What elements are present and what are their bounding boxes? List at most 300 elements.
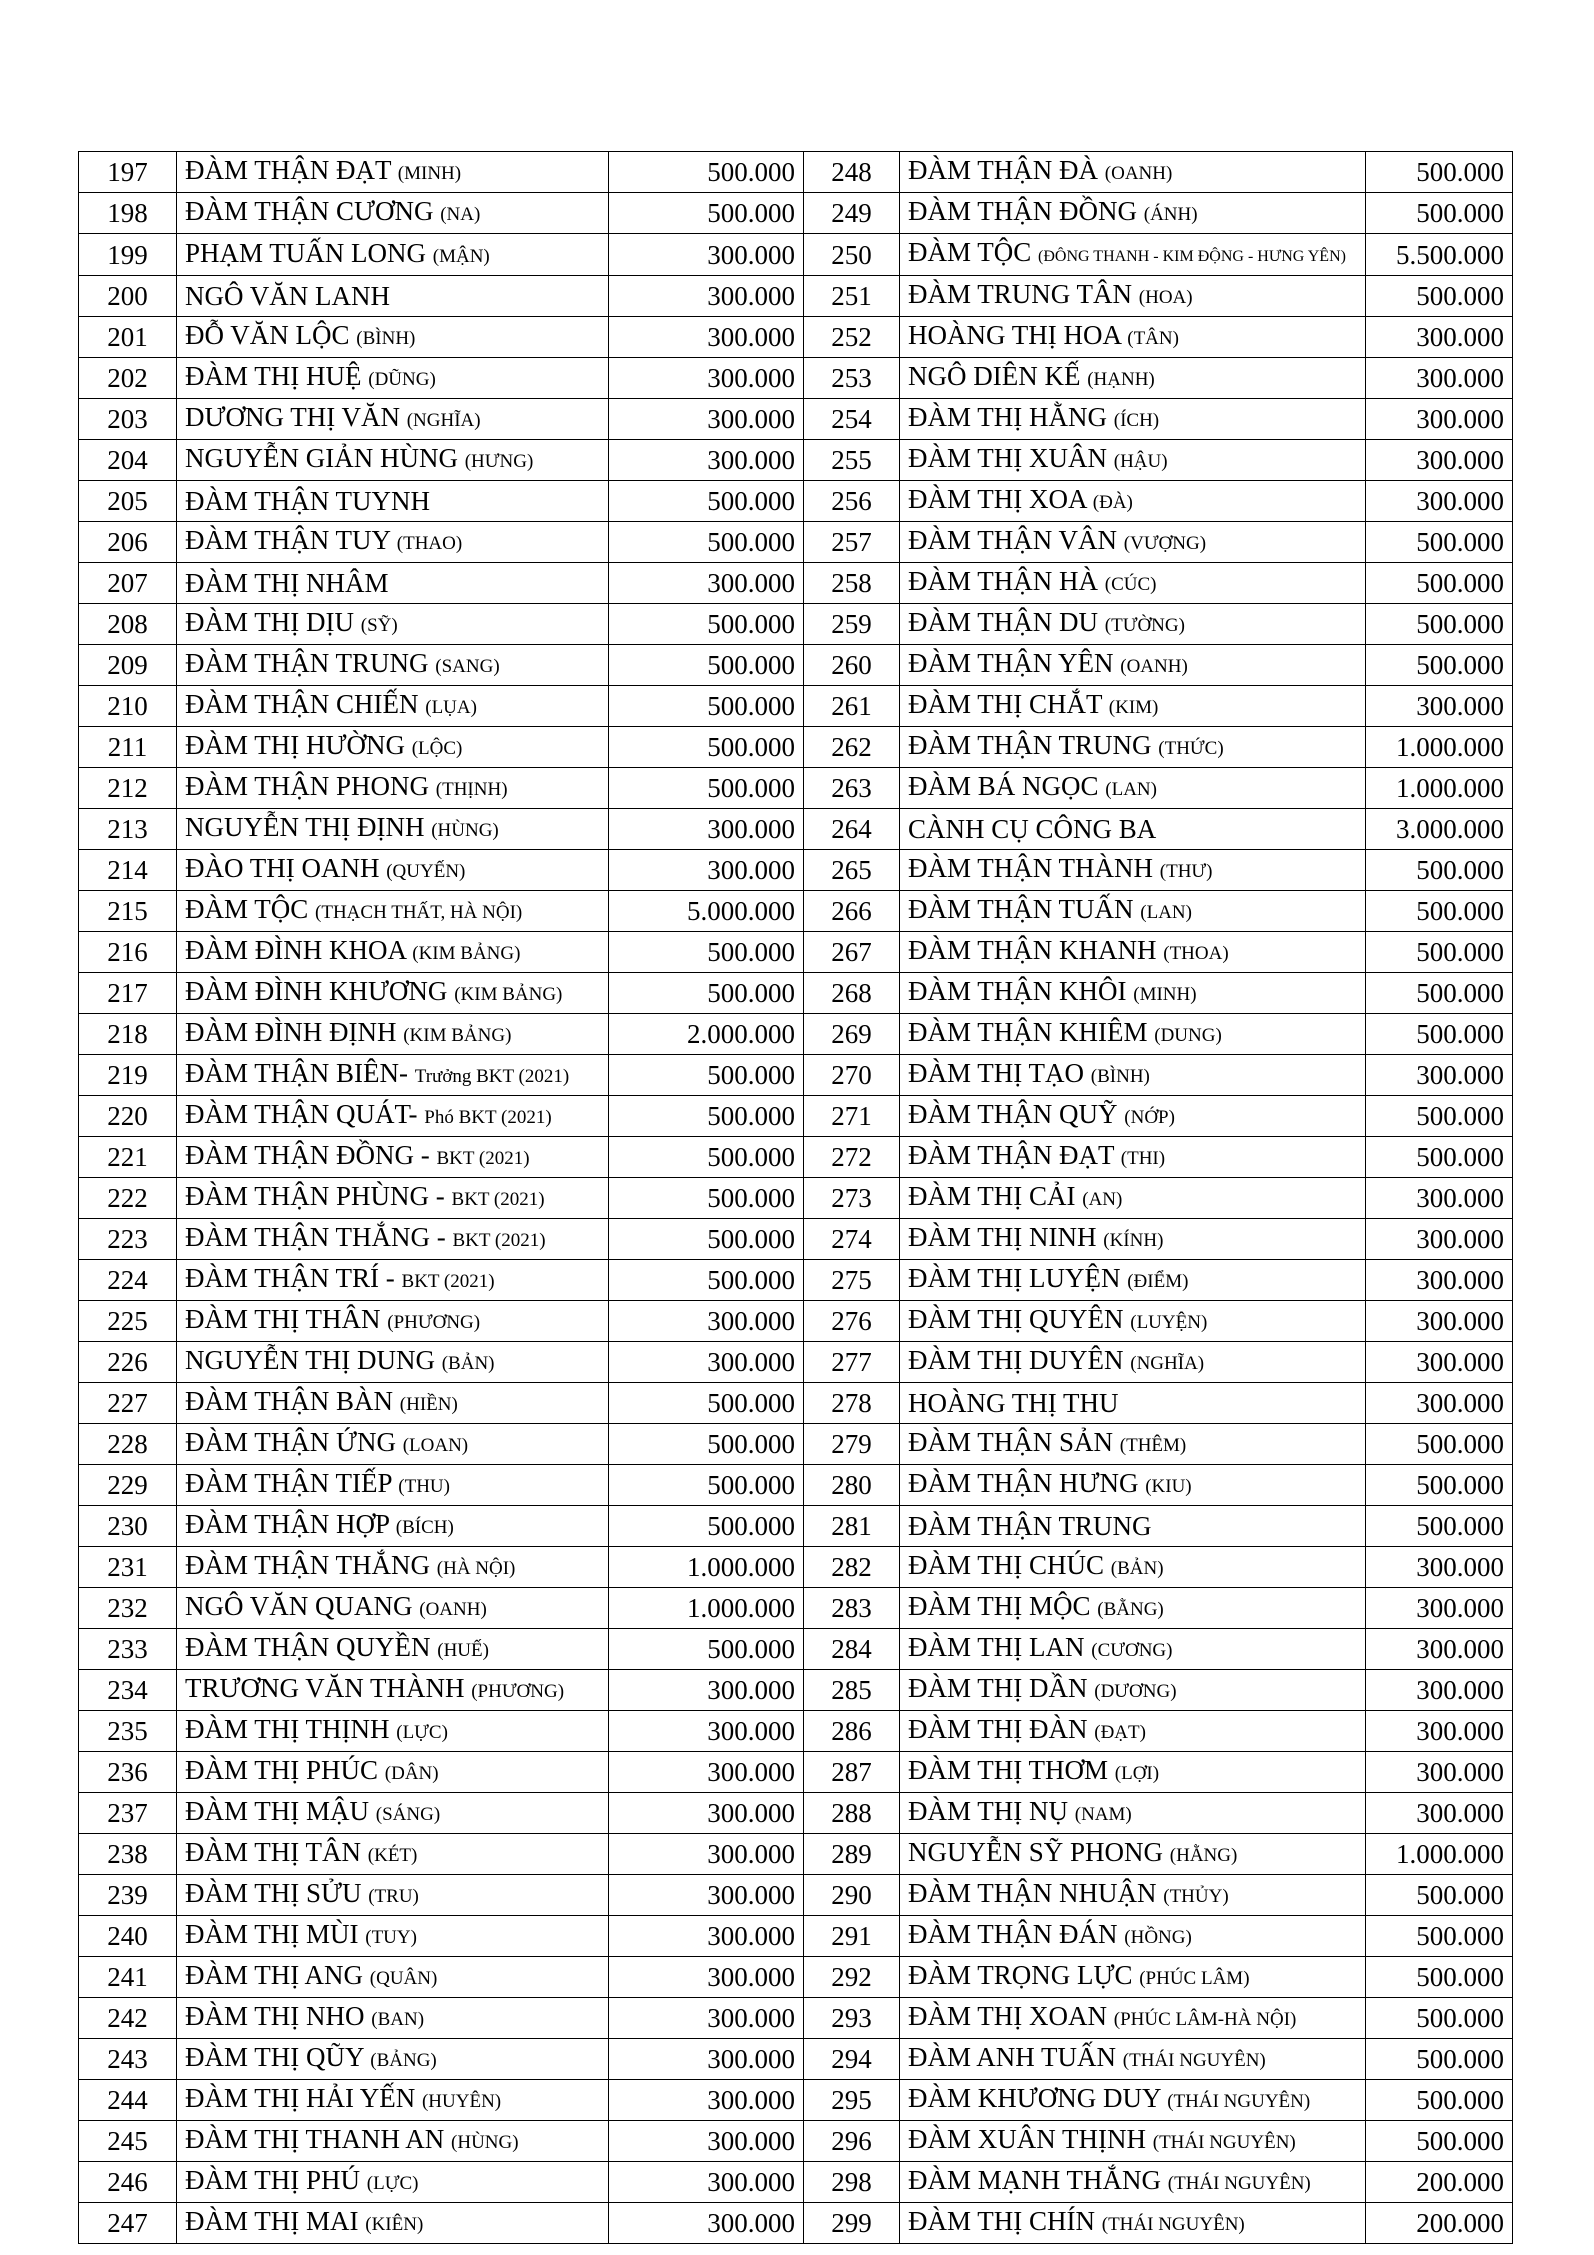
donor-name-text: ĐÀM THẬN TUY — [185, 525, 391, 555]
donation-amount-text: 500.000 — [707, 1101, 795, 1131]
entry-number — [79, 2080, 177, 2121]
donation-amount-text: 300.000 — [707, 2003, 795, 2033]
entry-number-text: 251 — [831, 281, 872, 311]
donor-name-text: ĐÀM THẬN ỨNG — [185, 1427, 396, 1457]
donor-name-text: ĐÀM TỘC — [185, 894, 309, 924]
donor-name — [900, 1178, 1366, 1219]
donor-note: (ÍCH) — [1113, 410, 1160, 431]
donation-amount — [1366, 2121, 1513, 2162]
table-row — [79, 522, 1513, 563]
table-row — [79, 2080, 1513, 2121]
donor-note: (KÍNH) — [1103, 1230, 1164, 1251]
donor-name-text: ĐÀM THẬN ĐỒNG — [908, 196, 1137, 226]
donation-amount-text: 300.000 — [707, 814, 795, 844]
donation-amount-text: 500.000 — [707, 198, 795, 228]
donor-note: (PHÚC LÂM) — [1139, 1968, 1250, 1989]
donor-name — [177, 727, 609, 768]
entry-number-text: 208 — [107, 609, 148, 639]
table-row — [79, 1014, 1513, 1055]
donor-note: (HẬU) — [1113, 451, 1168, 472]
donor-note: BKT (2021) — [436, 1148, 530, 1169]
donor-note: (ĐÀ) — [1092, 492, 1133, 513]
entry-number — [804, 973, 900, 1014]
donation-amount-text: 300.000 — [707, 322, 795, 352]
donor-name — [177, 1260, 609, 1301]
donor-name-text: ĐÀM THẬN TRUNG — [185, 648, 429, 678]
donor-note: (THỦY) — [1163, 1886, 1229, 1907]
donation-amount-text: 300.000 — [1416, 691, 1504, 721]
donor-name-text: ĐÀM THỊ MÙI — [185, 1919, 359, 1949]
donation-amount — [609, 1547, 804, 1588]
donor-note: (MINH) — [1133, 984, 1197, 1005]
entry-number — [79, 1834, 177, 1875]
donation-amount — [1366, 768, 1513, 809]
table-row — [79, 1711, 1513, 1752]
donation-amount-text: 300.000 — [1416, 1757, 1504, 1787]
donor-name — [177, 891, 609, 932]
donor-name — [900, 440, 1366, 481]
donation-amount — [609, 1014, 804, 1055]
entry-number — [79, 1752, 177, 1793]
entry-number — [79, 440, 177, 481]
donation-amount — [609, 152, 804, 193]
donation-amount — [1366, 317, 1513, 358]
entry-number — [804, 891, 900, 932]
table-row — [79, 727, 1513, 768]
donor-note: (NGHĨA) — [1130, 1353, 1205, 1374]
donor-name-text: ĐÀM THẬN ĐẠT — [185, 155, 392, 185]
donor-note: (KIM BẢNG) — [412, 943, 521, 964]
donor-name — [900, 1834, 1366, 1875]
entry-number-text: 286 — [831, 1716, 872, 1746]
donor-name — [177, 2039, 609, 2080]
donor-name — [177, 1793, 609, 1834]
donation-amount — [1366, 563, 1513, 604]
entry-number-text: 203 — [107, 404, 148, 434]
donation-amount-text: 1.000.000 — [1396, 732, 1504, 762]
entry-number-text: 271 — [831, 1101, 872, 1131]
donation-amount — [1366, 358, 1513, 399]
donation-amount — [1366, 1711, 1513, 1752]
donor-name-text: DƯƠNG THỊ VĂN — [185, 402, 400, 432]
entry-number-text: 219 — [107, 1060, 148, 1090]
donation-amount-text: 1.000.000 — [687, 1552, 795, 1582]
entry-number-text: 272 — [831, 1142, 872, 1172]
donor-note: (BÌNH) — [356, 328, 416, 349]
donation-amount — [609, 727, 804, 768]
donation-amount — [1366, 1629, 1513, 1670]
donation-amount — [609, 2203, 804, 2244]
donor-name-text: ĐÀM THỊ HUỆ — [185, 361, 362, 391]
donor-name-text: ĐÀM THỊ PHÚC — [185, 1755, 379, 1785]
donor-name-text: ĐÀM THỊ LUYỆN — [908, 1263, 1121, 1293]
donor-name-text: ĐÀM THỊ ANG — [185, 1960, 364, 1990]
donation-amount — [609, 809, 804, 850]
donation-amount — [1366, 1178, 1513, 1219]
entry-number-text: 252 — [831, 322, 872, 352]
entry-number-text: 227 — [107, 1388, 148, 1418]
donation-amount-text: 300.000 — [1416, 1060, 1504, 1090]
entry-number — [804, 481, 900, 522]
donor-note: (THU) — [398, 1476, 450, 1497]
donor-note: (HÀ NỘI) — [436, 1558, 516, 1579]
donation-amount — [609, 1465, 804, 1506]
table-row — [79, 1301, 1513, 1342]
entry-number-text: 274 — [831, 1224, 872, 1254]
entry-number-text: 243 — [107, 2044, 148, 2074]
donor-note: (NGHĨA) — [406, 410, 481, 431]
donor-name-text: ĐÀM THẬN KHIÊM — [908, 1017, 1148, 1047]
donor-name-text: ĐÀM THỊ TẠO — [908, 1058, 1085, 1088]
entry-number — [804, 152, 900, 193]
donation-amount — [1366, 891, 1513, 932]
donor-name — [900, 1588, 1366, 1629]
donor-note: (SANG) — [435, 656, 500, 677]
entry-number-text: 201 — [107, 322, 148, 352]
donor-note: (HẠNH) — [1087, 369, 1155, 390]
entry-number-text: 294 — [831, 2044, 872, 2074]
table-row — [79, 1998, 1513, 2039]
donor-name — [900, 1875, 1366, 1916]
donor-name — [177, 932, 609, 973]
table-row — [79, 1096, 1513, 1137]
donation-amount-text: 300.000 — [707, 1839, 795, 1869]
donation-amount — [1366, 850, 1513, 891]
entry-number — [79, 1055, 177, 1096]
donor-name — [900, 563, 1366, 604]
table-row — [79, 1793, 1513, 1834]
donor-note: (BÍCH) — [395, 1517, 454, 1538]
donation-amount — [1366, 152, 1513, 193]
donation-amount — [1366, 1383, 1513, 1424]
donation-amount-text: 1.000.000 — [1396, 1839, 1504, 1869]
entry-number-text: 249 — [831, 198, 872, 228]
entry-number-text: 209 — [107, 650, 148, 680]
donor-name-text: ĐÀM THỊ NHÂM — [185, 568, 389, 598]
donor-note: (HƯNG) — [464, 451, 534, 472]
donation-amount-text: 500.000 — [1416, 198, 1504, 228]
donation-amount-text: 300.000 — [1416, 1388, 1504, 1418]
donor-name — [900, 1055, 1366, 1096]
donation-amount-text: 300.000 — [1416, 1306, 1504, 1336]
entry-number — [79, 1465, 177, 1506]
entry-number — [804, 1875, 900, 1916]
donation-amount — [1366, 809, 1513, 850]
donor-note: (HIỀN) — [399, 1394, 458, 1415]
table-row — [79, 399, 1513, 440]
entry-number — [79, 768, 177, 809]
entry-number — [79, 1424, 177, 1465]
table-row — [79, 850, 1513, 891]
donation-amount — [609, 1424, 804, 1465]
donation-amount — [609, 1629, 804, 1670]
donor-note: (THÁI NGUYÊN) — [1101, 2214, 1245, 2235]
table-row — [79, 234, 1513, 276]
donor-name — [177, 604, 609, 645]
donor-name — [900, 276, 1366, 317]
donor-note: (CÚC) — [1104, 574, 1157, 595]
donor-name-text: ĐÀM THỊ THANH AN — [185, 2124, 445, 2154]
donation-amount-text: 5.500.000 — [1396, 239, 1504, 270]
table-row — [79, 563, 1513, 604]
donor-name-text: ĐÀM THỊ THÂN — [185, 1304, 381, 1334]
table-row — [79, 1957, 1513, 1998]
donation-amount-text: 300.000 — [707, 2044, 795, 2074]
donation-amount-text: 300.000 — [707, 1306, 795, 1336]
entry-number — [79, 317, 177, 358]
entry-number-text: 206 — [107, 527, 148, 557]
donor-name-text: ĐÀM THỊ MẬU — [185, 1796, 370, 1826]
donation-amount-text: 500.000 — [707, 732, 795, 762]
donor-name-text: ĐÀM THẬN TUYNH — [185, 486, 431, 516]
donor-name-text: ĐÀM THẬN SẢN — [908, 1427, 1114, 1457]
entry-number — [79, 1178, 177, 1219]
entry-number-text: 241 — [107, 1962, 148, 1992]
donor-name-text: NGÔ VĂN LANH — [185, 281, 390, 311]
entry-number-text: 220 — [107, 1101, 148, 1131]
donor-name-text: ĐÀM THẬN THÀNH — [908, 853, 1154, 883]
entry-number — [804, 1670, 900, 1711]
donor-note: (NAM) — [1074, 1804, 1132, 1825]
donation-amount-text: 300.000 — [1416, 1716, 1504, 1746]
donation-amount-text: 500.000 — [1416, 1511, 1504, 1541]
donor-note: (HỒNG) — [1124, 1927, 1192, 1948]
donor-note: BKT (2021) — [452, 1230, 546, 1251]
donor-name-text: ĐÀM THỊ NINH — [908, 1222, 1097, 1252]
donation-amount-text: 300.000 — [707, 855, 795, 885]
donation-amount — [1366, 1957, 1513, 1998]
donation-amount — [609, 317, 804, 358]
entry-number — [804, 645, 900, 686]
donation-amount-text: 300.000 — [707, 2208, 795, 2238]
entry-number — [79, 1014, 177, 1055]
donor-name — [177, 1752, 609, 1793]
entry-number-text: 283 — [831, 1593, 872, 1623]
donor-note: (AN) — [1082, 1189, 1123, 1210]
donation-amount-text: 500.000 — [707, 1634, 795, 1664]
donor-note: (DƯƠNG) — [1094, 1681, 1177, 1702]
donor-name-text: ĐÀM THẬN YÊN — [908, 648, 1114, 678]
entry-number-text: 198 — [107, 198, 148, 228]
donation-amount-text: 300.000 — [707, 1716, 795, 1746]
donation-amount — [1366, 1670, 1513, 1711]
donation-amount — [1366, 1055, 1513, 1096]
entry-number-text: 296 — [831, 2126, 872, 2156]
donation-amount-text: 500.000 — [1416, 1962, 1504, 1992]
donation-amount — [609, 481, 804, 522]
donor-note: (THÁI NGUYÊN) — [1167, 2173, 1311, 2194]
entry-number — [804, 2039, 900, 2080]
donor-name-text: ĐÀM THỊ HẢI YẾN — [185, 2083, 416, 2113]
donation-amount — [609, 2080, 804, 2121]
donor-name — [900, 891, 1366, 932]
donor-note: (THAO) — [396, 533, 463, 554]
donation-amount-text: 300.000 — [707, 281, 795, 311]
donor-note: (TƯỜNG) — [1104, 615, 1185, 636]
entry-number-text: 236 — [107, 1757, 148, 1787]
entry-number — [804, 1424, 900, 1465]
donor-name-text: ĐÀM THẬN TRUNG — [908, 730, 1152, 760]
donor-name-text: ĐÀM THẬN THẮNG — [185, 1550, 431, 1580]
donation-amount-text: 300.000 — [1416, 1593, 1504, 1623]
donor-name-text: ĐÀM THẬN ĐẠT — [908, 1140, 1115, 1170]
donor-name-text: ĐÀM ĐÌNH ĐỊNH — [185, 1017, 397, 1047]
entry-number — [804, 1711, 900, 1752]
entry-number — [804, 850, 900, 891]
entry-number — [79, 1301, 177, 1342]
donor-name-text: CÀNH CỤ CÔNG BA — [908, 814, 1157, 844]
entry-number — [804, 1301, 900, 1342]
donor-name — [177, 1834, 609, 1875]
donor-name-text: ĐÀM THỊ CHÍN — [908, 2206, 1095, 2236]
donor-note: (THÁI NGUYÊN) — [1152, 2132, 1296, 2153]
entry-number — [79, 2203, 177, 2244]
table-row — [79, 1834, 1513, 1875]
donation-amount — [609, 1383, 804, 1424]
table-row — [79, 152, 1513, 193]
entry-number — [79, 193, 177, 234]
table-row — [79, 1752, 1513, 1793]
donor-name — [900, 686, 1366, 727]
donor-note: (HÙNG) — [451, 2132, 519, 2153]
donor-name — [177, 563, 609, 604]
entry-number — [804, 1383, 900, 1424]
donation-amount — [609, 1834, 804, 1875]
donor-name — [900, 399, 1366, 440]
donation-amount — [609, 2039, 804, 2080]
entry-number — [804, 563, 900, 604]
donation-amount-text: 300.000 — [707, 1675, 795, 1705]
donation-amount — [1366, 1424, 1513, 1465]
table-row — [79, 2039, 1513, 2080]
donation-amount — [1366, 234, 1513, 276]
donation-amount — [609, 1916, 804, 1957]
donation-amount-text: 500.000 — [1416, 568, 1504, 598]
donor-note: (ĐẠT) — [1094, 1722, 1146, 1743]
entry-number-text: 253 — [831, 363, 872, 393]
donation-amount-text: 500.000 — [1416, 1101, 1504, 1131]
donor-name — [900, 932, 1366, 973]
donor-note: (LOAN) — [402, 1435, 469, 1456]
donation-amount-text: 300.000 — [707, 1921, 795, 1951]
table-row — [79, 1178, 1513, 1219]
entry-number-text: 299 — [831, 2208, 872, 2238]
table-row — [79, 1383, 1513, 1424]
table-row — [79, 1670, 1513, 1711]
donor-note: (KÉT) — [367, 1845, 418, 1866]
entry-number-text: 262 — [831, 732, 872, 762]
entry-number-text: 239 — [107, 1880, 148, 1910]
donor-name — [900, 1916, 1366, 1957]
donor-note: (LỢI) — [1114, 1763, 1160, 1784]
donor-name — [900, 727, 1366, 768]
donor-name-text: ĐÀM THỊ LAN — [908, 1632, 1085, 1662]
entry-number — [79, 1629, 177, 1670]
donation-amount-text: 500.000 — [1416, 157, 1504, 187]
entry-number — [79, 1916, 177, 1957]
donation-amount-text: 300.000 — [1416, 1634, 1504, 1664]
entry-number — [79, 1383, 177, 1424]
donor-note: (LAN) — [1140, 902, 1192, 923]
donor-name-text: ĐÀM THỊ MAI — [185, 2206, 359, 2236]
donor-name — [900, 1096, 1366, 1137]
donor-note: (HUYÊN) — [421, 2091, 502, 2112]
donation-amount — [609, 1875, 804, 1916]
donation-amount — [609, 1506, 804, 1547]
entry-number — [804, 932, 900, 973]
table-row — [79, 645, 1513, 686]
entry-number — [79, 1260, 177, 1301]
donation-table — [78, 151, 1513, 2244]
donor-note: (SÁNG) — [375, 1804, 441, 1825]
donor-name — [177, 317, 609, 358]
donor-note: (THOA) — [1163, 943, 1229, 964]
donor-note: (LUYỆN) — [1130, 1312, 1208, 1333]
donation-amount-text: 500.000 — [707, 1470, 795, 1500]
donor-name-text: ĐÀM TRUNG TÂN — [908, 279, 1133, 309]
entry-number-text: 298 — [831, 2167, 872, 2197]
donor-name-text: ĐÀM THẬN QUYỀN — [185, 1632, 431, 1662]
donor-name — [177, 1014, 609, 1055]
donor-note: Trưởng BKT (2021) — [414, 1066, 570, 1087]
entry-number-text: 247 — [107, 2208, 148, 2238]
entry-number — [79, 1506, 177, 1547]
donor-name — [177, 1711, 609, 1752]
donation-amount — [1366, 1465, 1513, 1506]
entry-number — [79, 358, 177, 399]
entry-number-text: 264 — [831, 814, 872, 844]
donor-name — [177, 2121, 609, 2162]
donor-name-text: ĐÀM KHƯƠNG DUY — [908, 2083, 1161, 2113]
donation-amount-text: 1.000.000 — [687, 1593, 795, 1623]
entry-number — [804, 2121, 900, 2162]
donation-amount-text: 500.000 — [707, 978, 795, 1008]
donation-amount-text: 500.000 — [707, 691, 795, 721]
donor-note: (LỰC) — [366, 2173, 419, 2194]
entry-number-text: 232 — [107, 1593, 148, 1623]
donor-note: (DÂN) — [384, 1763, 439, 1784]
donation-amount — [609, 2162, 804, 2203]
entry-number — [804, 1834, 900, 1875]
donation-amount-text: 500.000 — [1416, 1019, 1504, 1049]
entry-number-text: 222 — [107, 1183, 148, 1213]
donation-amount-text: 300.000 — [1416, 322, 1504, 352]
donor-name-text: ĐÀM THỊ CHẮT — [908, 689, 1103, 719]
donor-name — [177, 152, 609, 193]
donor-note: (OANH) — [419, 1599, 487, 1620]
donation-amount-text: 300.000 — [1416, 1224, 1504, 1254]
donor-name-text: ĐÀM THỊ HƯỜNG — [185, 730, 405, 760]
donor-note: (NA) — [440, 204, 481, 225]
entry-number-text: 199 — [107, 239, 148, 270]
entry-number-text: 233 — [107, 1634, 148, 1664]
donor-name-text: NGUYỄN SỸ PHONG — [908, 1837, 1164, 1867]
donation-amount-text: 300.000 — [707, 1798, 795, 1828]
donor-name-text: HOÀNG THỊ HOA — [908, 320, 1121, 350]
donation-amount — [609, 522, 804, 563]
entry-number-text: 216 — [107, 937, 148, 967]
donor-name-text: ĐÀM THẬN VÂN — [908, 525, 1118, 555]
table-row — [79, 809, 1513, 850]
entry-number-text: 285 — [831, 1675, 872, 1705]
donor-note: (THẠCH THẤT, HÀ NỘI) — [315, 902, 523, 923]
entry-number — [79, 2121, 177, 2162]
donation-amount — [609, 1957, 804, 1998]
donor-name — [177, 1055, 609, 1096]
donor-name-text: ĐÀM THẬN TUẤN — [908, 894, 1134, 924]
donor-name-text: ĐÀM THẬN THẮNG - — [185, 1222, 446, 1252]
donor-name — [900, 522, 1366, 563]
